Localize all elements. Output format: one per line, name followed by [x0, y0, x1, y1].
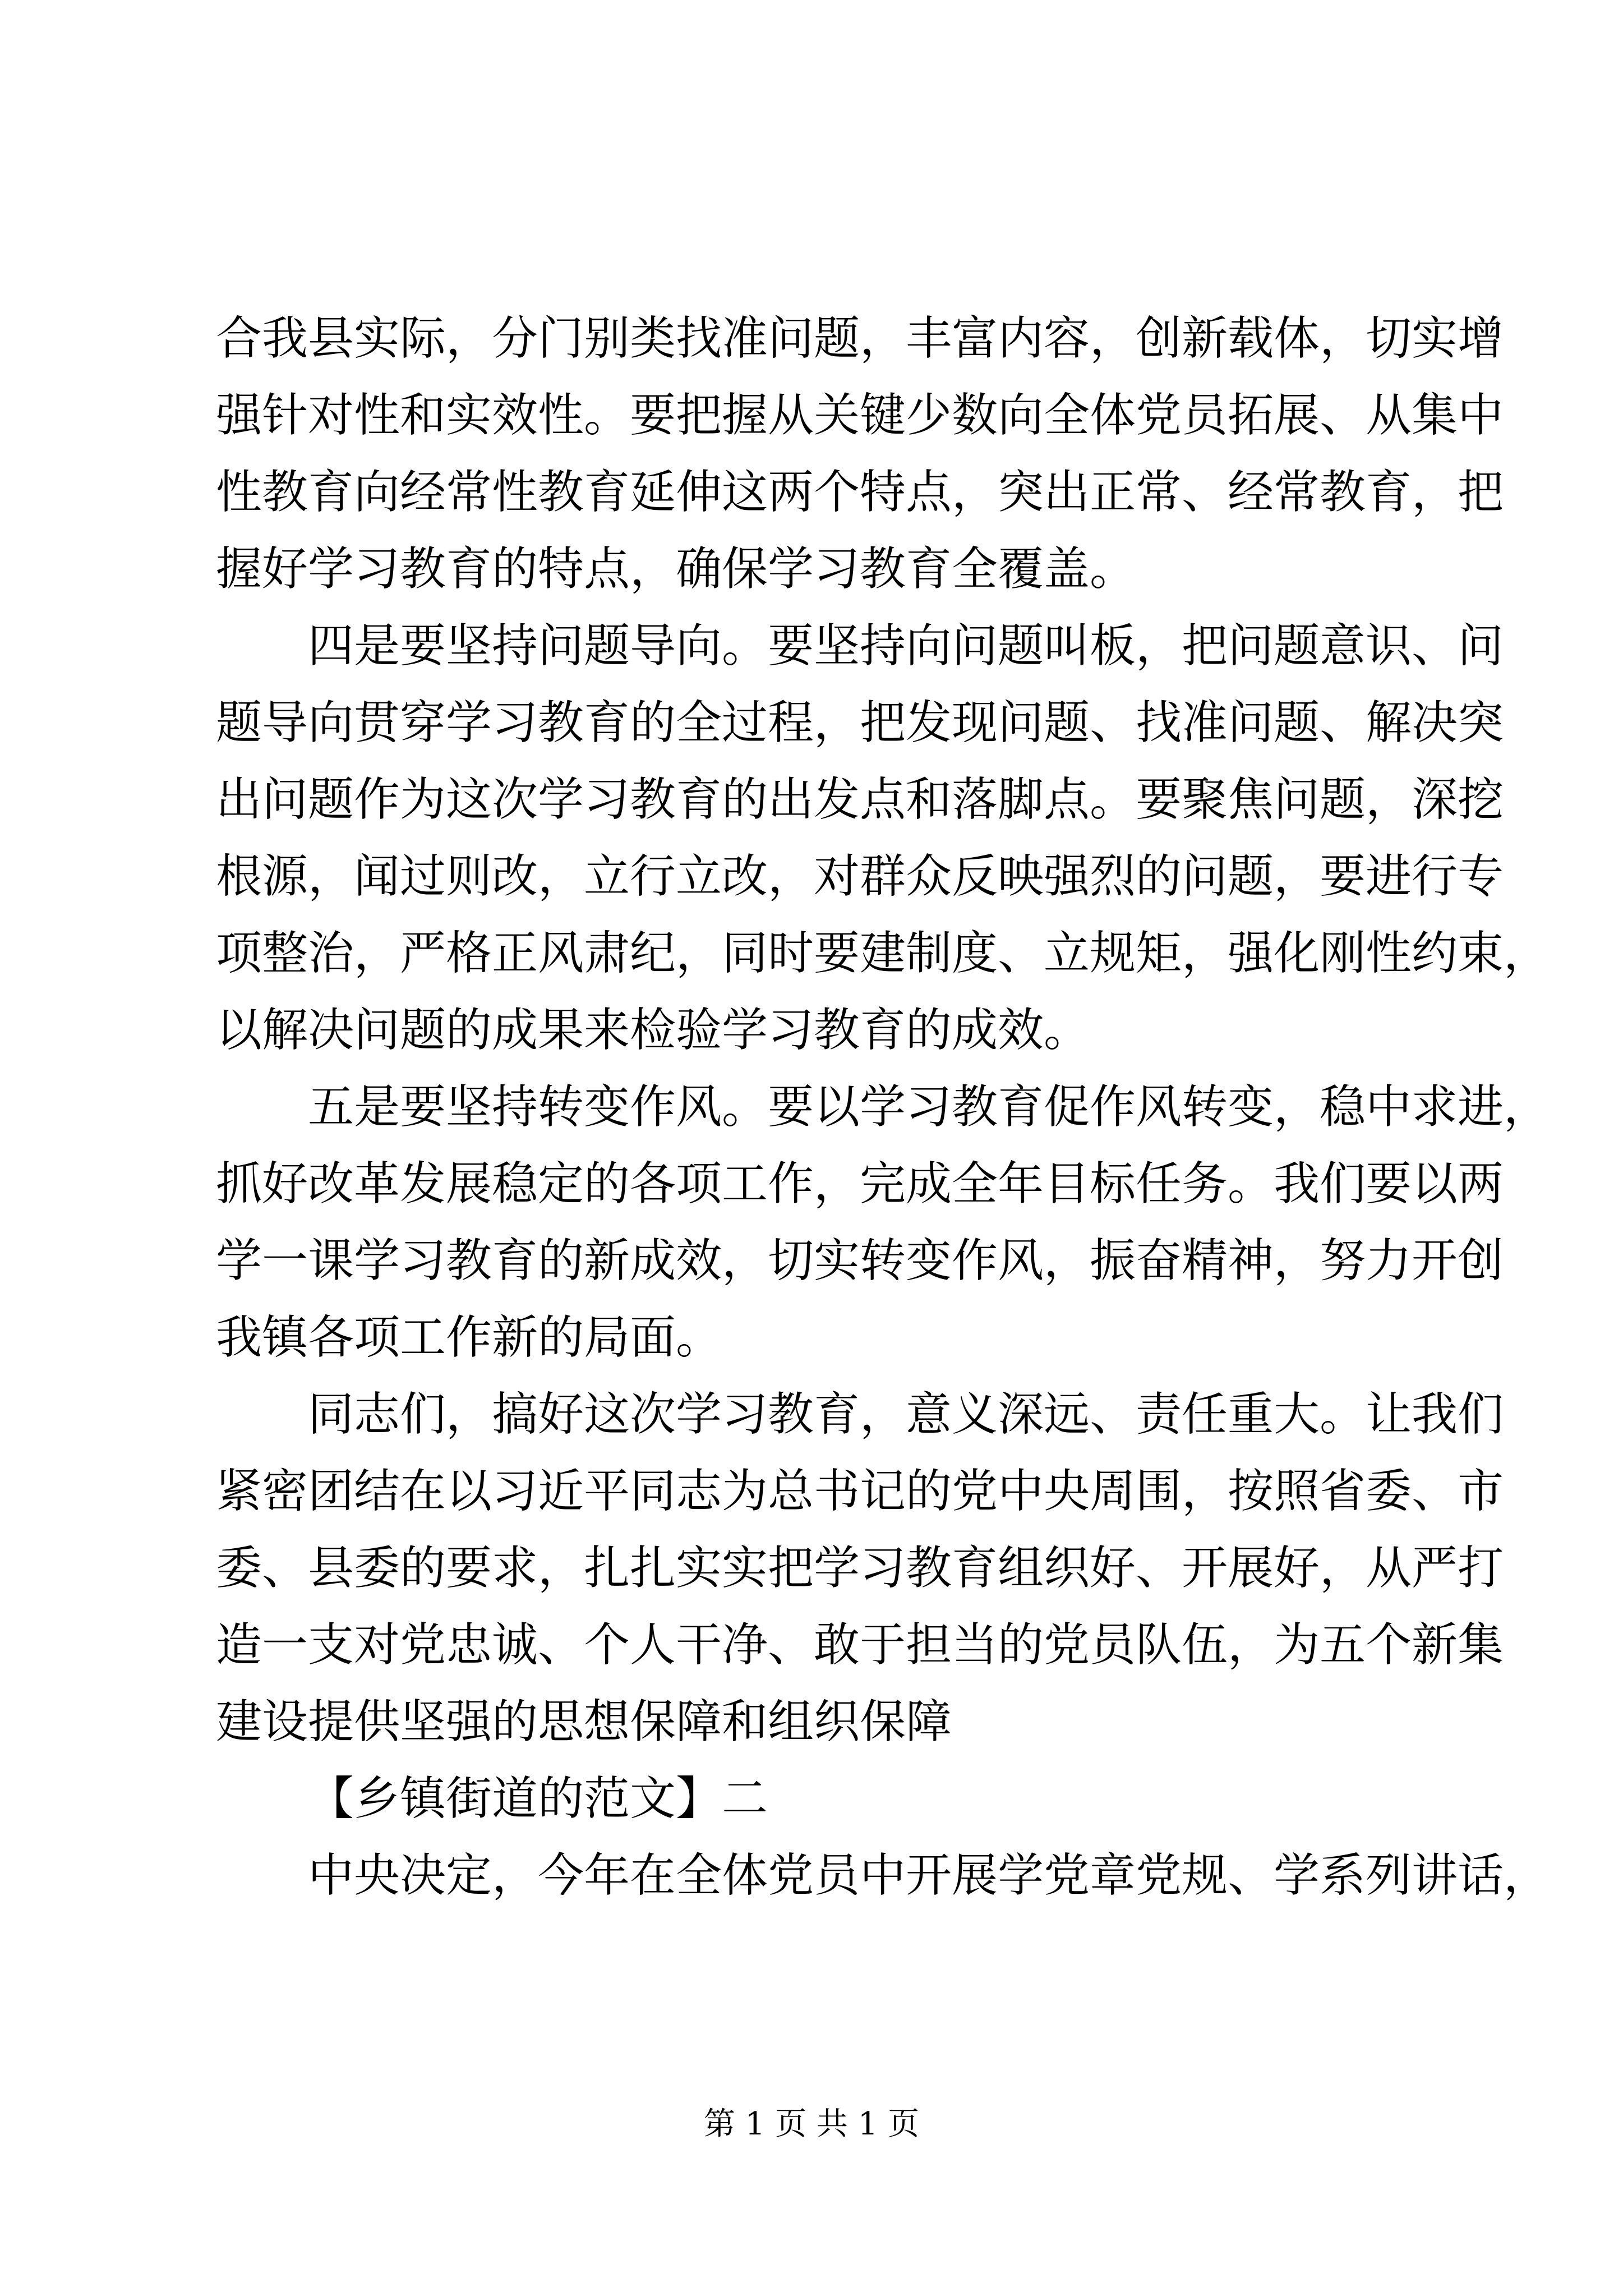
paragraph-4-line-5: 建设提供坚强的思想保障和组织保障: [216, 1695, 952, 1749]
paragraph-4-line-3: 委、县委的要求，扎扎实实把学习教育组织好、开展好，从严打: [216, 1542, 1504, 1595]
paragraph-6-line-1: 中央决定，今年在全体党员中开展学党章党规、学系列讲话，: [308, 1849, 1550, 1902]
paragraph-2-line-3: 出问题作为这次学习教育的出发点和落脚点。要聚焦问题，深挖: [216, 773, 1504, 826]
paragraph-2-line-6: 以解决问题的成果来检验学习教育的成效。: [216, 1004, 1090, 1057]
page-footer: 第 1 页 共 1 页: [703, 2106, 920, 2142]
paragraph-1-line-2: 强针对性和实效性。要把握从关键少数向全体党员拓展、从集中: [216, 389, 1504, 442]
paragraph-2-line-1: 四是要坚持问题导向。要坚持向问题叫板，把问题意识、问: [308, 619, 1504, 673]
section-heading: 【乡镇街道的范文】二: [308, 1772, 768, 1825]
paragraph-2-line-2: 题导向贯穿学习教育的全过程，把发现问题、找准问题、解决突: [216, 696, 1504, 749]
paragraph-4-line-1: 同志们，搞好这次学习教育，意义深远、责任重大。让我们: [308, 1388, 1504, 1441]
document-body: [216, 300, 1550, 1914]
paragraph-4-line-4: 造一支对党忠诚、个人干净、敢于担当的党员队伍，为五个新集: [216, 1618, 1504, 1672]
paragraph-3-line-4: 我镇各项工作新的局面。: [216, 1311, 722, 1364]
paragraph-3-line-1: 五是要坚持转变作风。要以学习教育促作风转变，稳中求进，: [308, 1080, 1550, 1134]
paragraph-3-line-3: 学一课学习教育的新成效，切实转变作风，振奋精神，努力开创: [216, 1234, 1504, 1287]
paragraph-1-line-4: 握好学习教育的特点，确保学习教育全覆盖。: [216, 542, 1136, 596]
paragraph-1-line-3: 性教育向经常性教育延伸这两个特点，突出正常、经常教育，把: [216, 466, 1504, 519]
paragraph-2-line-4: 根源，闻过则改，立行立改，对群众反映强烈的问题，要进行专: [216, 850, 1504, 903]
paragraph-4-line-2: 紧密团结在以习近平同志为总书记的党中央周围，按照省委、市: [216, 1465, 1504, 1518]
paragraph-1-line-1: 合我县实际，分门别类找准问题，丰富内容，创新载体，切实增: [216, 312, 1504, 365]
paragraph-3-line-2: 抓好改革发展稳定的各项工作，完成全年目标任务。我们要以两: [216, 1157, 1504, 1211]
paragraph-2-line-5: 项整治，严格正风肃纪，同时要建制度、立规矩，强化刚性约束，: [216, 927, 1550, 980]
